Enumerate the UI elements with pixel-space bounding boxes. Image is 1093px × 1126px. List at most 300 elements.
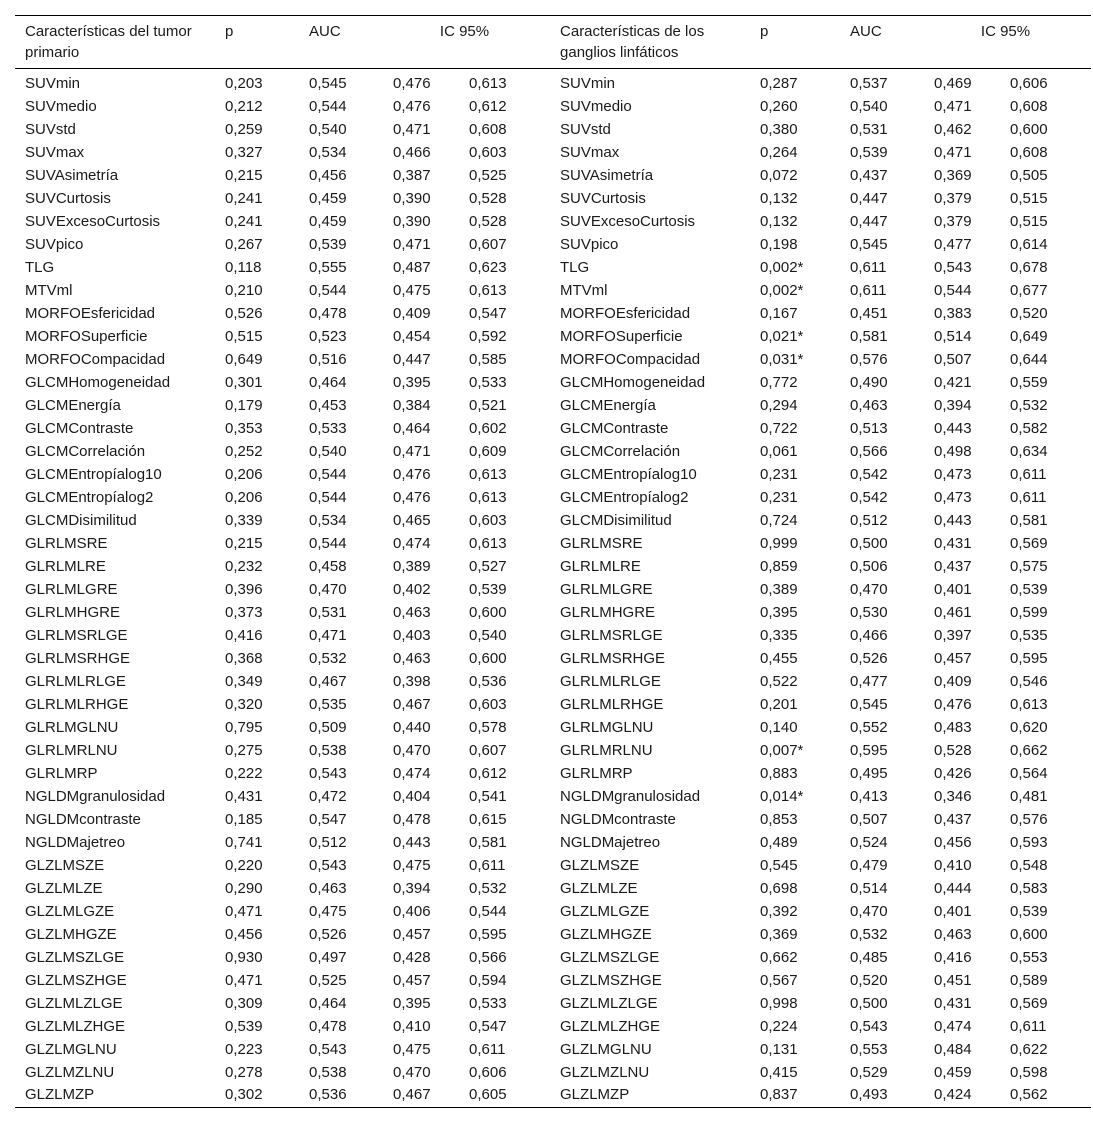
p-value-tumor: 0,471 (225, 902, 263, 920)
auc-ganglios: 0,447 (850, 212, 888, 230)
p-value-ganglios: 0,837 (760, 1086, 798, 1104)
auc-tumor: 0,516 (309, 350, 347, 368)
ci-lower-tumor: 0,474 (393, 764, 431, 782)
ci-lower-tumor: 0,476 (393, 75, 431, 92)
p-value-ganglios: 0,455 (760, 649, 798, 667)
feature-name-tumor: GLRLMSRHGE (25, 649, 131, 667)
p-value-tumor: 0,203 (225, 75, 263, 92)
ci-lower-tumor: 0,387 (393, 166, 431, 184)
ci-upper-ganglios: 0,620 (1010, 718, 1048, 736)
ci-upper-tumor: 0,603 (469, 511, 507, 529)
p-value-ganglios: 0,140 (760, 718, 798, 736)
auc-ganglios: 0,485 (850, 948, 888, 966)
feature-name-ganglios: GLZLMLZE (560, 879, 638, 897)
feature-name-ganglios: GLZLMSZE (560, 856, 640, 874)
feature-name-tumor: GLRLMRLNU (25, 741, 118, 759)
auc-ganglios: 0,552 (850, 718, 888, 736)
feature-name-tumor: GLCMEntropíalog10 (25, 465, 162, 483)
auc-tumor: 0,525 (309, 971, 347, 989)
auc-tumor: 0,470 (309, 580, 347, 598)
p-value-ganglios: 0,231 (760, 488, 798, 506)
ci-lower-ganglios: 0,379 (934, 212, 972, 230)
auc-tumor: 0,543 (309, 1040, 347, 1058)
p-value-tumor: 0,215 (225, 534, 263, 552)
ci-lower-ganglios: 0,437 (934, 557, 972, 575)
ci-lower-tumor: 0,471 (393, 120, 431, 138)
ci-upper-tumor: 0,609 (469, 442, 507, 460)
ci-lower-tumor: 0,470 (393, 1063, 431, 1081)
ci-lower-tumor: 0,467 (393, 1086, 431, 1104)
p-value-ganglios: 0,031* (760, 350, 804, 368)
p-value-tumor: 0,278 (225, 1063, 263, 1081)
ci-upper-ganglios: 0,611 (1010, 1017, 1047, 1035)
table-row (15, 486, 1091, 509)
auc-ganglios: 0,566 (850, 442, 888, 460)
feature-name-tumor: GLCMContraste (25, 419, 134, 437)
table-row (15, 325, 1091, 348)
table-row (15, 785, 1091, 808)
table-row (15, 1038, 1091, 1061)
p-value-tumor: 0,185 (225, 810, 263, 828)
feature-name-tumor: SUVmax (25, 143, 85, 161)
feature-name-ganglios: SUVExcesoCurtosis (560, 212, 696, 230)
table-row (15, 716, 1091, 739)
ci-lower-ganglios: 0,424 (934, 1086, 972, 1104)
auc-tumor: 0,478 (309, 304, 347, 322)
auc-ganglios: 0,466 (850, 626, 888, 644)
table-row (15, 279, 1091, 302)
ci-lower-tumor: 0,398 (393, 672, 431, 690)
auc-ganglios: 0,500 (850, 994, 888, 1012)
p-value-ganglios: 0,061 (760, 442, 798, 460)
table-row (15, 164, 1091, 187)
ci-lower-tumor: 0,470 (393, 741, 431, 759)
header-p-ganglios: p (760, 23, 769, 40)
ci-upper-ganglios: 0,575 (1010, 557, 1048, 575)
feature-name-tumor: GLZLMHGZE (25, 925, 117, 943)
table-row (15, 969, 1091, 992)
auc-tumor: 0,512 (309, 833, 347, 851)
ci-upper-ganglios: 0,589 (1010, 971, 1048, 989)
ci-upper-tumor: 0,613 (469, 488, 507, 506)
auc-tumor: 0,453 (309, 396, 347, 414)
p-value-tumor: 0,309 (225, 994, 263, 1012)
feature-name-ganglios: GLRLMRLNU (560, 741, 653, 759)
ci-upper-ganglios: 0,539 (1010, 902, 1048, 920)
table-row (15, 440, 1091, 463)
ci-lower-tumor: 0,454 (393, 327, 431, 345)
ci-lower-tumor: 0,457 (393, 971, 431, 989)
p-value-tumor: 0,290 (225, 879, 263, 897)
ci-lower-tumor: 0,465 (393, 511, 431, 529)
ci-lower-tumor: 0,403 (393, 626, 431, 644)
table-row (15, 256, 1091, 279)
ci-lower-ganglios: 0,379 (934, 189, 972, 207)
feature-name-ganglios: GLRLMLRLGE (560, 672, 661, 690)
auc-tumor: 0,534 (309, 143, 347, 161)
feature-name-tumor: GLRLMRP (25, 764, 98, 782)
auc-ganglios: 0,447 (850, 189, 888, 207)
p-value-ganglios: 0,999 (760, 534, 798, 552)
ci-upper-ganglios: 0,611 (1010, 488, 1047, 506)
ci-lower-tumor: 0,476 (393, 488, 431, 506)
feature-name-tumor: GLZLMSZLGE (25, 948, 125, 966)
ci-lower-ganglios: 0,498 (934, 442, 972, 460)
ci-upper-ganglios: 0,600 (1010, 925, 1048, 943)
feature-name-ganglios: GLRLMSRHGE (560, 649, 666, 667)
feature-name-ganglios: GLZLMZLNU (560, 1063, 650, 1081)
ci-upper-ganglios: 0,564 (1010, 764, 1048, 782)
ci-lower-ganglios: 0,462 (934, 120, 972, 138)
auc-ganglios: 0,526 (850, 649, 888, 667)
p-value-tumor: 0,416 (225, 626, 263, 644)
feature-name-ganglios: SUVmin (560, 75, 616, 92)
feature-name-ganglios: GLRLMLGRE (560, 580, 653, 598)
table-row (15, 1084, 1091, 1107)
ci-lower-ganglios: 0,461 (934, 603, 972, 621)
p-value-tumor: 0,259 (225, 120, 263, 138)
feature-name-tumor: GLRLMLRLGE (25, 672, 126, 690)
auc-tumor: 0,544 (309, 97, 347, 115)
auc-tumor: 0,544 (309, 465, 347, 483)
ci-upper-tumor: 0,606 (469, 1063, 507, 1081)
ci-lower-tumor: 0,478 (393, 810, 431, 828)
table-row (15, 808, 1091, 831)
p-value-tumor: 0,396 (225, 580, 263, 598)
auc-tumor: 0,509 (309, 718, 347, 736)
auc-tumor: 0,534 (309, 511, 347, 529)
header-tumor: Características del tumor primario (25, 23, 192, 61)
ci-upper-ganglios: 0,649 (1010, 327, 1048, 345)
table-row (15, 509, 1091, 532)
table-footer-rule (15, 1107, 1091, 1113)
ci-lower-tumor: 0,464 (393, 419, 431, 437)
ci-upper-tumor: 0,536 (469, 672, 507, 690)
auc-tumor: 0,539 (309, 235, 347, 253)
table-row (15, 69, 1091, 96)
ci-lower-tumor: 0,466 (393, 143, 431, 161)
ci-upper-tumor: 0,607 (469, 235, 507, 253)
ci-upper-tumor: 0,528 (469, 189, 507, 207)
table-row (15, 463, 1091, 486)
ci-upper-ganglios: 0,546 (1010, 672, 1048, 690)
table-row (15, 210, 1091, 233)
ci-upper-tumor: 0,544 (469, 902, 507, 920)
auc-ganglios: 0,463 (850, 396, 888, 414)
table-row (15, 739, 1091, 762)
feature-name-tumor: GLZLMSZHGE (25, 971, 127, 989)
feature-name-ganglios: GLZLMSZLGE (560, 948, 660, 966)
auc-tumor: 0,545 (309, 75, 347, 92)
auc-tumor: 0,475 (309, 902, 347, 920)
feature-name-tumor: GLRLMLGRE (25, 580, 118, 598)
table-row (15, 670, 1091, 693)
feature-name-ganglios: GLRLMRP (560, 764, 633, 782)
auc-ganglios: 0,507 (850, 810, 888, 828)
ci-lower-ganglios: 0,457 (934, 649, 972, 667)
ci-upper-ganglios: 0,599 (1010, 603, 1048, 621)
ci-lower-ganglios: 0,544 (934, 281, 972, 299)
auc-tumor: 0,544 (309, 488, 347, 506)
table-row (15, 854, 1091, 877)
p-value-tumor: 0,206 (225, 488, 263, 506)
ci-upper-tumor: 0,547 (469, 1017, 507, 1035)
p-value-tumor: 0,220 (225, 856, 263, 874)
table-row (15, 348, 1091, 371)
p-value-ganglios: 0,002* (760, 258, 804, 276)
p-value-tumor: 0,206 (225, 465, 263, 483)
p-value-ganglios: 0,489 (760, 833, 798, 851)
table-row (15, 371, 1091, 394)
ci-lower-tumor: 0,394 (393, 879, 431, 897)
feature-name-ganglios: MTVml (560, 281, 608, 299)
table-row (15, 141, 1091, 164)
ci-upper-ganglios: 0,678 (1010, 258, 1048, 276)
auc-tumor: 0,538 (309, 1063, 347, 1081)
ci-lower-tumor: 0,476 (393, 97, 431, 115)
p-value-tumor: 0,368 (225, 649, 263, 667)
ci-lower-tumor: 0,395 (393, 994, 431, 1012)
p-value-tumor: 0,515 (225, 327, 263, 345)
ci-upper-ganglios: 0,548 (1010, 856, 1048, 874)
header-auc-ganglios: AUC (850, 23, 882, 40)
feature-name-tumor: GLCMEntropíalog2 (25, 488, 154, 506)
ci-upper-tumor: 0,600 (469, 649, 507, 667)
feature-name-tumor: SUVAsimetría (25, 166, 119, 184)
feature-name-tumor: SUVmin (25, 75, 81, 92)
ci-lower-tumor: 0,410 (393, 1017, 431, 1035)
p-value-ganglios: 0,198 (760, 235, 798, 253)
ci-lower-ganglios: 0,459 (934, 1063, 972, 1081)
ci-lower-ganglios: 0,426 (934, 764, 972, 782)
feature-name-tumor: SUVCurtosis (25, 189, 111, 207)
ci-upper-ganglios: 0,606 (1010, 75, 1048, 92)
ci-upper-ganglios: 0,581 (1010, 511, 1048, 529)
ci-upper-ganglios: 0,505 (1010, 166, 1048, 184)
feature-name-ganglios: GLCMCorrelación (560, 442, 681, 460)
auc-tumor: 0,547 (309, 810, 347, 828)
ci-lower-tumor: 0,443 (393, 833, 431, 851)
ci-lower-ganglios: 0,514 (934, 327, 972, 345)
ci-lower-ganglios: 0,543 (934, 258, 972, 276)
ci-upper-tumor: 0,612 (469, 764, 507, 782)
ci-upper-tumor: 0,540 (469, 626, 507, 644)
p-value-tumor: 0,456 (225, 925, 263, 943)
ci-lower-ganglios: 0,369 (934, 166, 972, 184)
ci-lower-ganglios: 0,463 (934, 925, 972, 943)
table-row (15, 394, 1091, 417)
ci-upper-ganglios: 0,595 (1010, 649, 1048, 667)
table-row (15, 647, 1091, 670)
p-value-tumor: 0,212 (225, 97, 263, 115)
ci-lower-ganglios: 0,469 (934, 75, 972, 92)
feature-name-ganglios: GLZLMZP (560, 1086, 630, 1104)
auc-tumor: 0,538 (309, 741, 347, 759)
table-row (15, 877, 1091, 900)
ci-upper-tumor: 0,566 (469, 948, 507, 966)
auc-ganglios: 0,470 (850, 580, 888, 598)
ci-upper-ganglios: 0,569 (1010, 994, 1048, 1012)
auc-tumor: 0,463 (309, 879, 347, 897)
feature-name-ganglios: SUVstd (560, 120, 611, 138)
ci-upper-ganglios: 0,608 (1010, 97, 1048, 115)
ci-upper-ganglios: 0,614 (1010, 235, 1048, 253)
ci-lower-tumor: 0,447 (393, 350, 431, 368)
feature-name-ganglios: GLZLMLGZE (560, 902, 650, 920)
feature-name-tumor: MORFOCompacidad (25, 350, 166, 368)
auc-ganglios: 0,493 (850, 1086, 888, 1104)
p-value-ganglios: 0,294 (760, 396, 798, 414)
ci-lower-ganglios: 0,401 (934, 902, 972, 920)
feature-name-ganglios: TLG (560, 258, 590, 276)
auc-ganglios: 0,542 (850, 465, 888, 483)
p-value-ganglios: 0,231 (760, 465, 798, 483)
p-value-ganglios: 0,264 (760, 143, 798, 161)
ci-upper-ganglios: 0,559 (1010, 373, 1048, 391)
auc-ganglios: 0,479 (850, 856, 888, 874)
table-header (15, 16, 1091, 69)
auc-ganglios: 0,500 (850, 534, 888, 552)
auc-ganglios: 0,545 (850, 235, 888, 253)
p-value-tumor: 0,222 (225, 764, 263, 782)
p-value-tumor: 0,232 (225, 557, 263, 575)
feature-name-ganglios: MORFOEsfericidad (560, 304, 691, 322)
p-value-tumor: 0,471 (225, 971, 263, 989)
ci-upper-ganglios: 0,569 (1010, 534, 1048, 552)
ci-upper-tumor: 0,595 (469, 925, 507, 943)
ci-upper-tumor: 0,533 (469, 994, 507, 1012)
auc-ganglios: 0,539 (850, 143, 888, 161)
table-row (15, 992, 1091, 1015)
ci-upper-ganglios: 0,532 (1010, 396, 1048, 414)
p-value-tumor: 0,649 (225, 350, 263, 368)
feature-name-ganglios: NGLDMcontraste (560, 810, 676, 828)
feature-name-ganglios: SUVpico (560, 235, 619, 253)
ci-upper-ganglios: 0,553 (1010, 948, 1048, 966)
feature-name-tumor: GLCMDisimilitud (25, 511, 137, 529)
ci-upper-ganglios: 0,520 (1010, 304, 1048, 322)
ci-upper-tumor: 0,525 (469, 166, 507, 184)
auc-tumor: 0,555 (309, 258, 347, 276)
feature-name-tumor: MORFOEsfericidad (25, 304, 156, 322)
feature-name-ganglios: GLCMHomogeneidad (560, 373, 706, 391)
ci-lower-tumor: 0,475 (393, 1040, 431, 1058)
feature-name-tumor: SUVExcesoCurtosis (25, 212, 161, 230)
auc-tumor: 0,464 (309, 994, 347, 1012)
auc-tumor: 0,540 (309, 120, 347, 138)
p-value-tumor: 0,339 (225, 511, 263, 529)
ci-lower-ganglios: 0,409 (934, 672, 972, 690)
auc-ganglios: 0,514 (850, 879, 888, 897)
table-row (15, 417, 1091, 440)
p-value-tumor: 0,210 (225, 281, 263, 299)
feature-name-ganglios: GLZLMHGZE (560, 925, 652, 943)
auc-tumor: 0,543 (309, 856, 347, 874)
p-value-ganglios: 0,859 (760, 557, 798, 575)
ci-upper-tumor: 0,602 (469, 419, 507, 437)
p-value-ganglios: 0,201 (760, 695, 798, 713)
p-value-tumor: 0,353 (225, 419, 263, 437)
feature-name-tumor: GLCMCorrelación (25, 442, 146, 460)
ci-upper-tumor: 0,613 (469, 75, 507, 92)
table-row (15, 900, 1091, 923)
p-value-ganglios: 0,998 (760, 994, 798, 1012)
feature-name-ganglios: GLZLMLZHGE (560, 1017, 661, 1035)
auc-tumor: 0,497 (309, 948, 347, 966)
auc-ganglios: 0,540 (850, 97, 888, 115)
ci-upper-ganglios: 0,593 (1010, 833, 1048, 851)
feature-name-ganglios: SUVmax (560, 143, 620, 161)
ci-lower-ganglios: 0,437 (934, 810, 972, 828)
p-value-tumor: 0,302 (225, 1086, 263, 1104)
p-value-tumor: 0,275 (225, 741, 263, 759)
auc-tumor: 0,467 (309, 672, 347, 690)
ci-upper-tumor: 0,547 (469, 304, 507, 322)
ci-lower-tumor: 0,475 (393, 281, 431, 299)
p-value-ganglios: 0,002* (760, 281, 804, 299)
auc-ganglios: 0,542 (850, 488, 888, 506)
ci-lower-tumor: 0,440 (393, 718, 431, 736)
auc-tumor: 0,472 (309, 787, 347, 805)
p-value-tumor: 0,241 (225, 189, 263, 207)
auc-ganglios: 0,470 (850, 902, 888, 920)
auc-tumor: 0,531 (309, 603, 347, 621)
ci-lower-ganglios: 0,471 (934, 143, 972, 161)
feature-name-tumor: SUVstd (25, 120, 76, 138)
feature-name-tumor: GLRLMGLNU (25, 718, 119, 736)
ci-lower-tumor: 0,402 (393, 580, 431, 598)
table-row (15, 532, 1091, 555)
auc-tumor: 0,464 (309, 373, 347, 391)
feature-name-tumor: GLCMHomogeneidad (25, 373, 171, 391)
feature-name-tumor: SUVpico (25, 235, 84, 253)
table-row (15, 95, 1091, 118)
p-value-tumor: 0,373 (225, 603, 263, 621)
feature-name-ganglios: GLRLMSRE (560, 534, 643, 552)
auc-ganglios: 0,595 (850, 741, 888, 759)
auc-tumor: 0,458 (309, 557, 347, 575)
ci-lower-tumor: 0,467 (393, 695, 431, 713)
ci-upper-tumor: 0,585 (469, 350, 507, 368)
ci-lower-ganglios: 0,431 (934, 994, 972, 1012)
p-value-ganglios: 0,335 (760, 626, 798, 644)
auc-ganglios: 0,413 (850, 787, 888, 805)
ci-upper-ganglios: 0,662 (1010, 741, 1048, 759)
p-value-tumor: 0,349 (225, 672, 263, 690)
feature-name-ganglios: GLZLMSZHGE (560, 971, 662, 989)
ci-upper-tumor: 0,615 (469, 810, 507, 828)
table-row (15, 118, 1091, 141)
ci-lower-tumor: 0,463 (393, 603, 431, 621)
feature-name-tumor: GLZLMZP (25, 1086, 95, 1104)
p-value-tumor: 0,267 (225, 235, 263, 253)
auc-tumor: 0,459 (309, 189, 347, 207)
auc-ganglios: 0,537 (850, 75, 888, 92)
p-value-ganglios: 0,380 (760, 120, 798, 138)
p-value-ganglios: 0,772 (760, 373, 798, 391)
p-value-tumor: 0,431 (225, 787, 263, 805)
feature-name-tumor: GLCMEnergía (25, 396, 121, 414)
ci-lower-tumor: 0,409 (393, 304, 431, 322)
feature-name-tumor: GLRLMLRE (25, 557, 106, 575)
feature-name-ganglios: GLRLMLRE (560, 557, 641, 575)
ci-lower-ganglios: 0,410 (934, 856, 972, 874)
ci-upper-tumor: 0,539 (469, 580, 507, 598)
ci-lower-ganglios: 0,416 (934, 948, 972, 966)
feature-name-ganglios: GLRLMGLNU (560, 718, 654, 736)
ci-upper-ganglios: 0,644 (1010, 350, 1048, 368)
auc-tumor: 0,459 (309, 212, 347, 230)
